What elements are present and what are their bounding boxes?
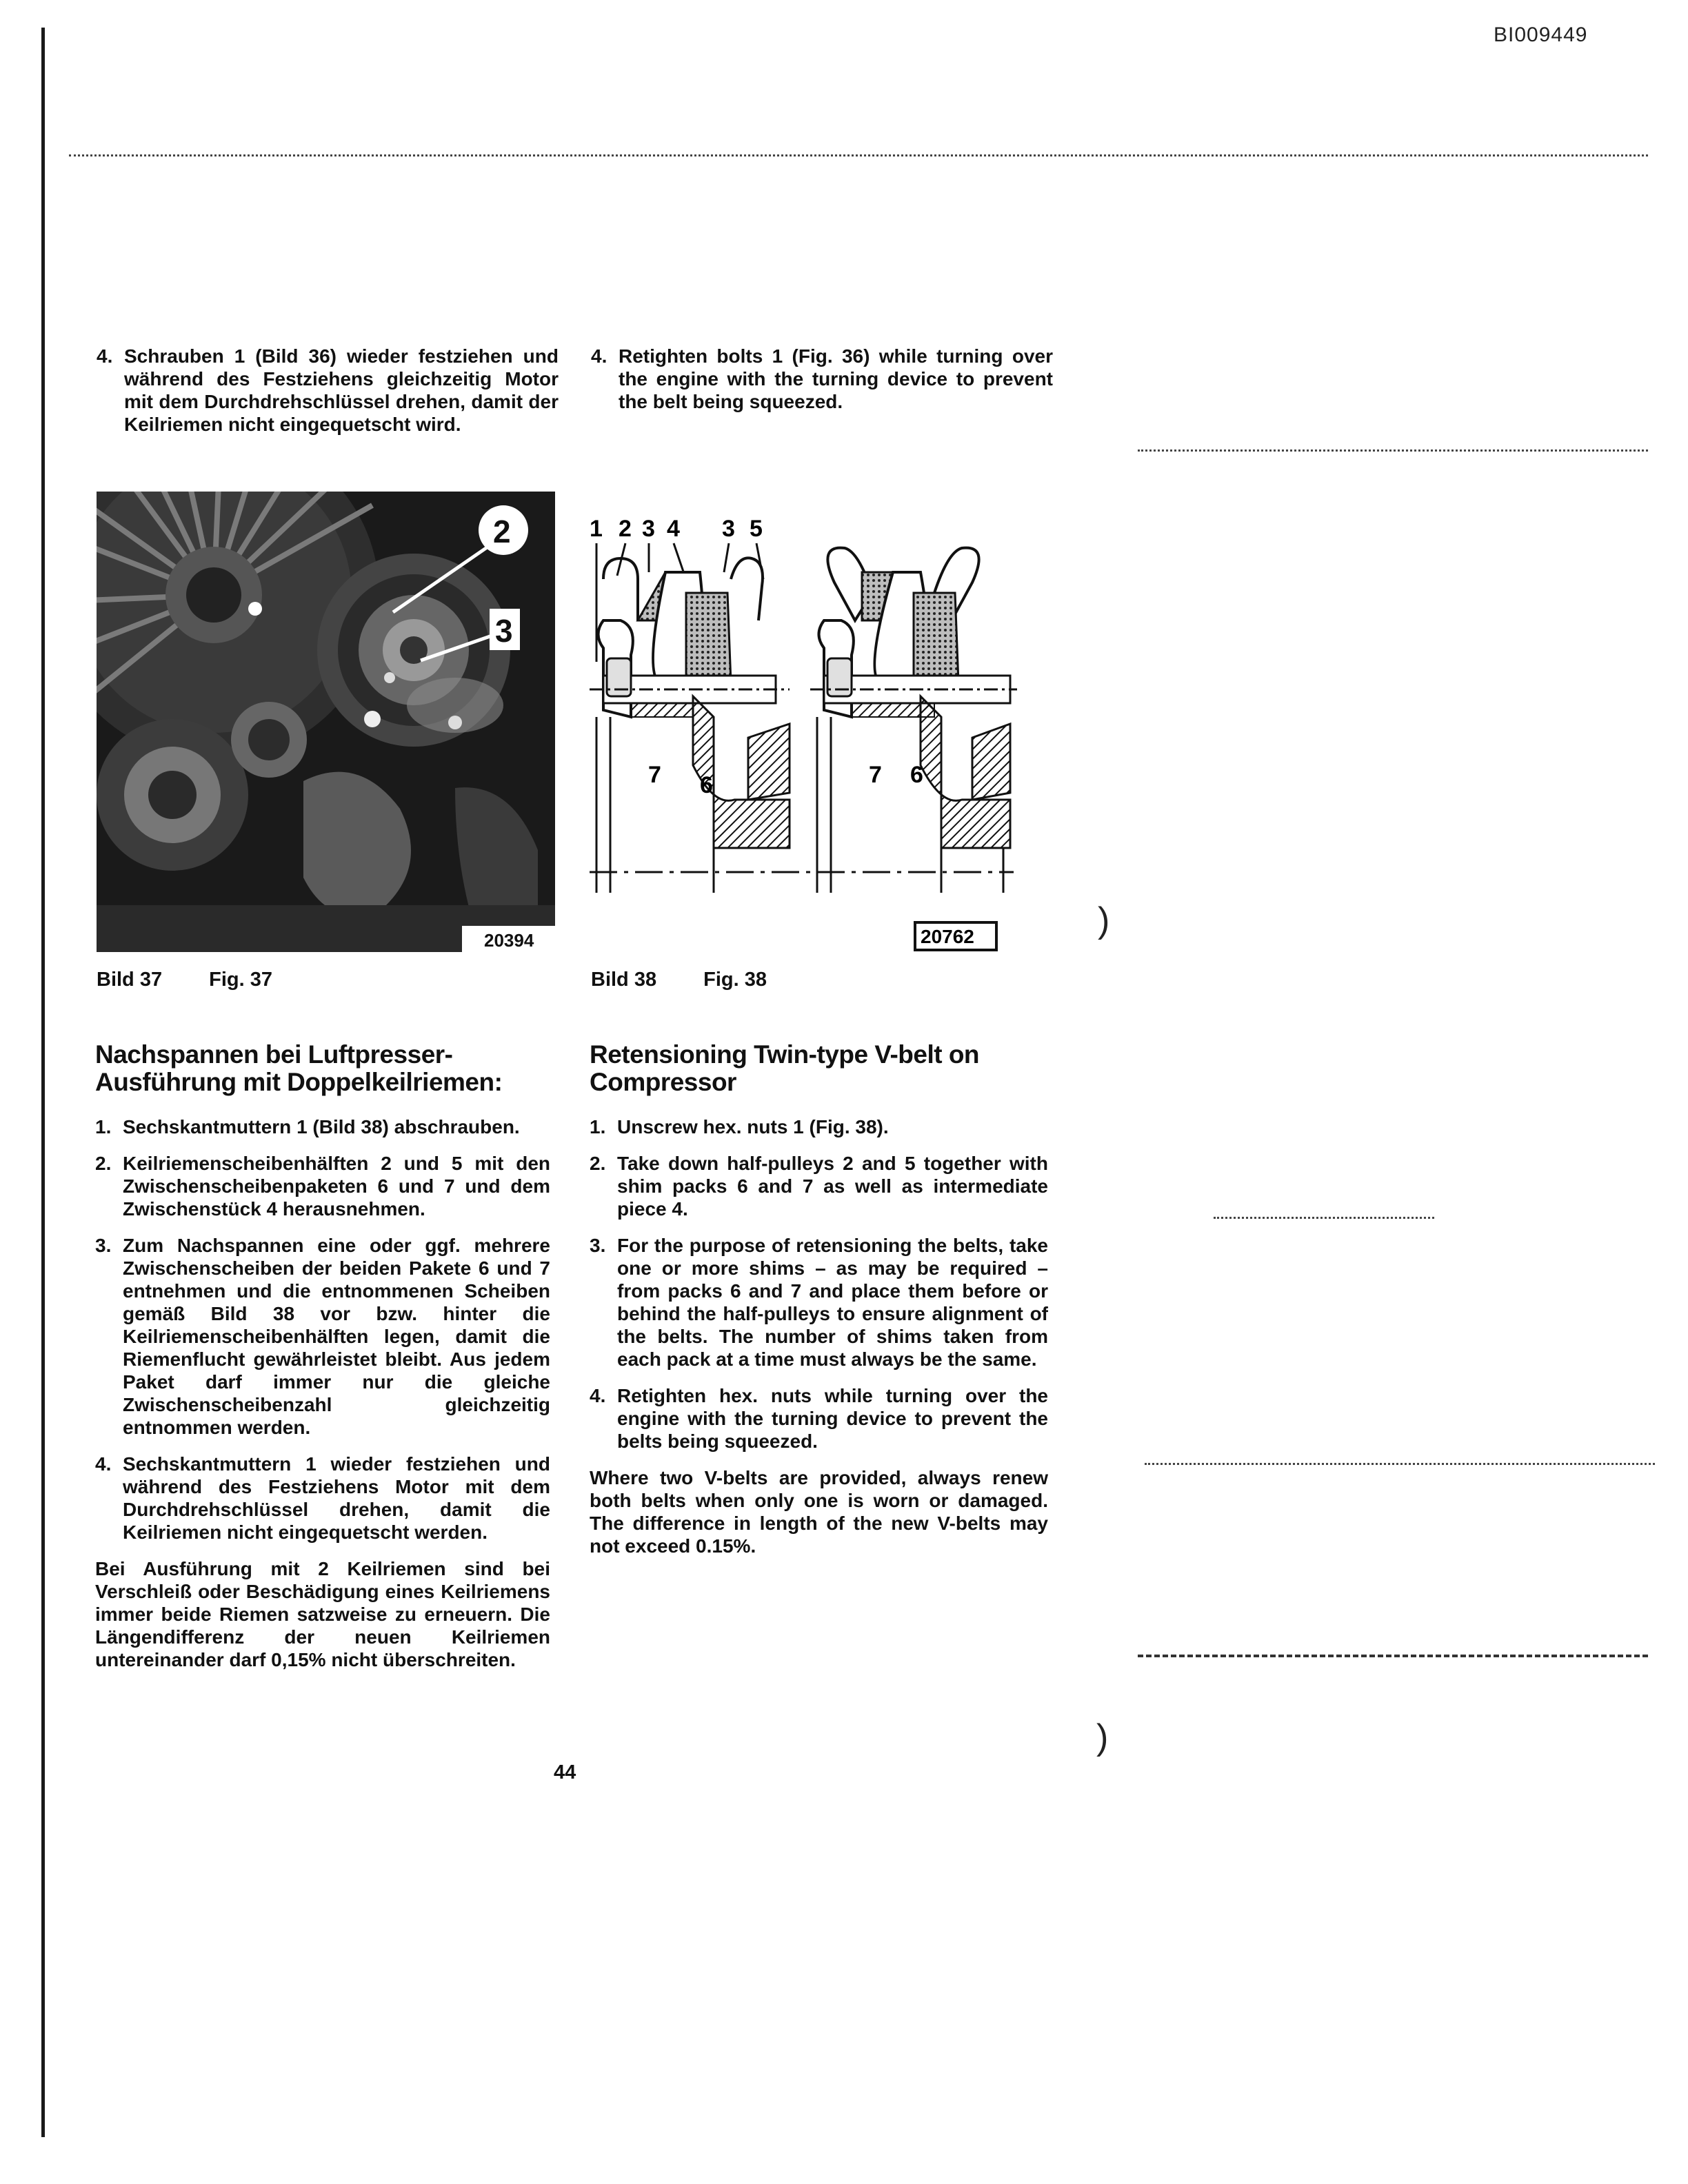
figure-38-diagram	[590, 517, 1017, 958]
english-note: Where two V-belts are provided, always renew both belts when only one is worn or damaged. The difference in length of the new V-belts may not exceed 0.15%.	[590, 1467, 1048, 1557]
label-6b: 6	[910, 762, 923, 788]
scan-dotted-line	[1145, 1463, 1655, 1465]
label-4: 4	[667, 517, 680, 542]
step-text: Take down half-pulleys 2 and 5 together with shim packs 6 and 7 as well as intermediate piece 4.	[617, 1153, 1048, 1220]
scan-dotted-line	[1214, 1217, 1434, 1219]
step-number: 4.	[97, 345, 113, 367]
caption-de: Bild 38	[591, 969, 657, 991]
step-text: Zum Nachspannen eine oder ggf. mehrere Zwischenscheiben der beiden Pakete 6 und 7 entnehmen und die entnommenen Scheiben gemäß Bild 38 vor bzw. hinter die Keilriemenscheibenhälften legen, damit die Riemenflucht gewährleistet bleibt. Aus jedem Paket darf immer nur die gleiche Zwischenscheibenzahl gleichzeitig entnommen werden.	[123, 1235, 550, 1438]
step-number: 4.	[95, 1453, 112, 1475]
german-heading: Nachspannen bei Luftpresser-Ausführung mit Doppelkeilriemen:	[95, 1040, 503, 1096]
margin-mark: )	[1096, 1717, 1109, 1757]
label-7b: 7	[869, 762, 882, 788]
step-number: 1.	[590, 1116, 606, 1138]
page-number: 44	[554, 1761, 576, 1783]
figure-37-photo	[97, 492, 555, 952]
photo-number: 20394	[484, 930, 534, 951]
step-text: For the purpose of retensioning the belts, take one or more shims – as may be required – from packs 6 and 7 and place them before or behind the half-pulleys to ensure alignment of the belts. The number of shims taken from each pack at a time must always be the same.	[617, 1235, 1048, 1370]
label-2: 2	[619, 517, 632, 542]
step-text: Retighten hex. nuts while turning over the engine with the turning device to prevent the belts being squeezed.	[617, 1385, 1048, 1452]
pulley-section-drawing	[590, 517, 1017, 958]
document-id: BI009449	[1494, 23, 1588, 46]
drawing-number: 20762	[921, 926, 974, 947]
label-6: 6	[700, 772, 713, 798]
scan-dashed-line	[1138, 1655, 1648, 1657]
step-number: 4.	[590, 1385, 606, 1406]
callout-3: 3	[495, 613, 513, 649]
scan-dotted-line	[69, 154, 1648, 156]
german-note: Bei Ausführung mit 2 Keilriemen sind bei Verschleiß oder Beschädigung eines Keilriemens immer beide Riemen satzweise zu erneuern. Die Längendifferenz der neuen Keilriemen untereinander darf 0,15% nicht überschreiten.	[95, 1558, 550, 1670]
step-number: 2.	[95, 1153, 112, 1174]
engine-photo-illustration	[97, 492, 555, 952]
scan-dotted-line	[1138, 449, 1648, 452]
caption-en: Fig. 37	[209, 969, 273, 991]
step-text: Schrauben 1 (Bild 36) wieder festziehen und während des Festziehens gleichzeitig Motor mit dem Durchdrehschlüssel drehen, damit der Keilriemen nicht eingequetscht wird.	[124, 345, 559, 435]
step-text: Sechskantmuttern 1 wieder festziehen und während des Festziehens Motor mit dem Durchdrehschlüssel drehen, damit die Keilriemen nicht eingequetscht werden.	[123, 1453, 550, 1543]
left-binding-rule	[41, 28, 45, 2137]
english-column	[590, 1041, 1048, 1557]
step-number: 3.	[590, 1235, 606, 1256]
german-intro-step	[97, 345, 559, 449]
step-text: Retighten bolts 1 (Fig. 36) while turning over the engine with the turning device to prevent the belt being squeezed.	[619, 345, 1053, 412]
label-5: 5	[750, 517, 763, 542]
caption-en: Fig. 38	[703, 969, 767, 991]
caption-de: Bild 37	[97, 969, 163, 991]
figure-38-caption	[591, 969, 808, 991]
english-heading: Retensioning Twin-type V-belt on Compressor	[590, 1040, 980, 1096]
step-number: 3.	[95, 1235, 112, 1256]
step-text: Keilriemenscheibenhälften 2 und 5 mit den Zwischenscheibenpaketen 6 und 7 und dem Zwischenstück 4 herausnehmen.	[123, 1153, 550, 1220]
german-column	[95, 1041, 550, 1671]
figure-37-caption	[97, 969, 314, 991]
label-3b: 3	[722, 517, 735, 542]
label-7: 7	[648, 762, 661, 788]
step-number: 1.	[95, 1116, 112, 1138]
label-3: 3	[642, 517, 655, 542]
english-intro-step	[591, 345, 1053, 427]
step-text: Unscrew hex. nuts 1 (Fig. 38).	[617, 1116, 889, 1138]
margin-mark: )	[1098, 900, 1110, 940]
step-number: 2.	[590, 1153, 606, 1174]
callout-2: 2	[493, 514, 511, 549]
step-text: Sechskantmuttern 1 (Bild 38) abschrauben.	[123, 1116, 520, 1138]
label-1: 1	[590, 517, 603, 542]
step-number: 4.	[591, 345, 607, 367]
